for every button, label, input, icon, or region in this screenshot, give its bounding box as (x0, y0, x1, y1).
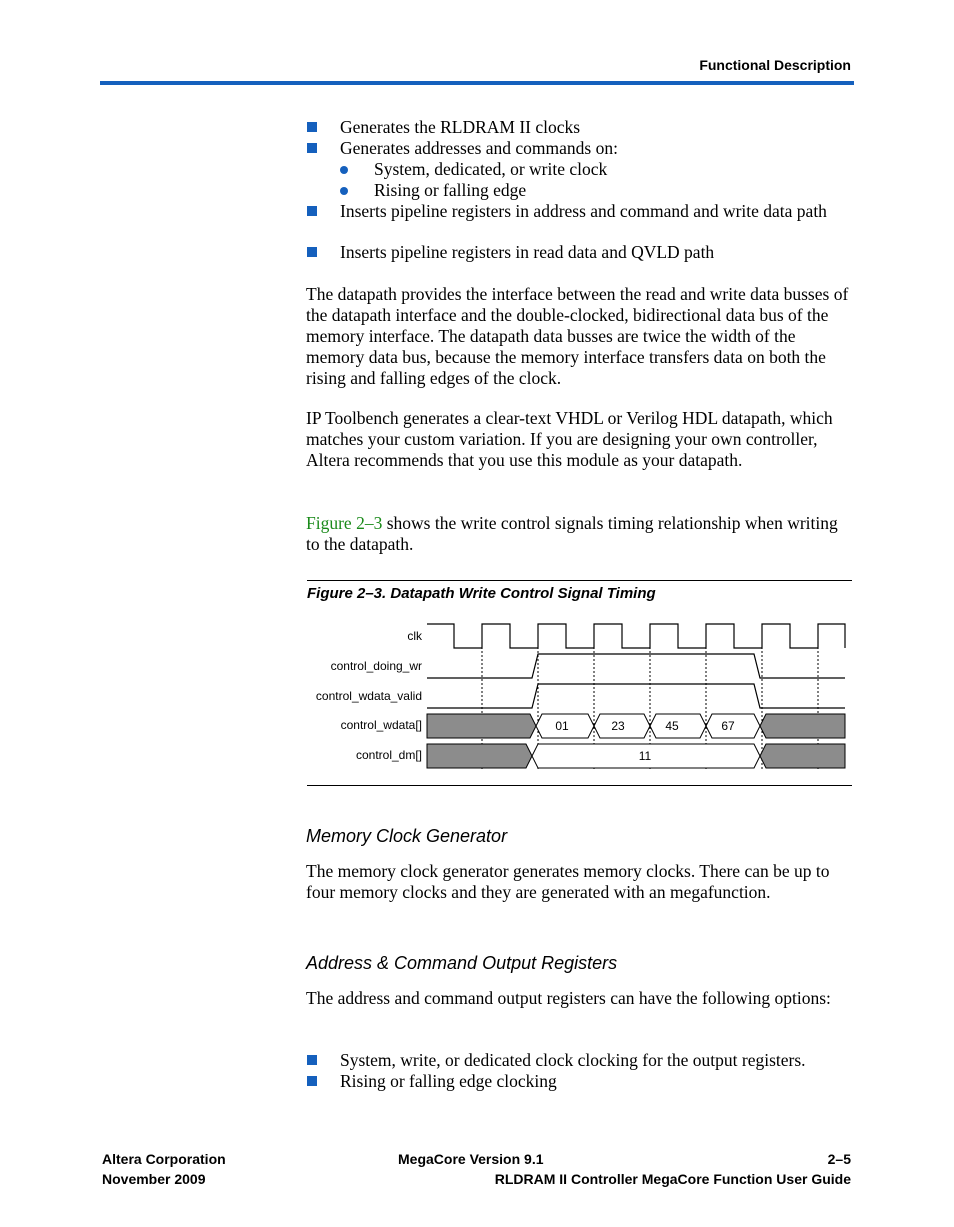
square-bullet-icon (307, 1076, 317, 1086)
round-bullet-icon (340, 187, 348, 195)
dm-value: 11 (638, 749, 652, 763)
square-bullet-icon (307, 247, 317, 257)
signal-label: control_doing_wr (330, 659, 422, 673)
signal-label: clk (407, 629, 422, 643)
square-bullet-icon (307, 143, 317, 153)
signal-label: control_wdata[] (340, 718, 422, 732)
square-bullet-icon (307, 1055, 317, 1065)
round-bullet-icon (340, 166, 348, 174)
footer-version: MegaCore Version 9.1 (398, 1151, 544, 1167)
footer-page-number: 2–5 (827, 1151, 851, 1167)
footer-right (495, 1149, 851, 1189)
wdata-value: 45 (665, 719, 679, 733)
toolbench-paragraph: IP Toolbench generates a clear-text VHDL or Verilog HDL datapath, which matches your custom variation. If you are designing your own controller, Altera recommends that you use this module as your datapath. (306, 408, 833, 470)
timing-diagram (300, 610, 860, 780)
figure-reference-paragraph (306, 513, 851, 555)
figure-top-rule (307, 580, 852, 581)
wdata-value: 23 (611, 719, 625, 733)
footer-company: Altera Corporation (102, 1151, 226, 1167)
wdata-valid-waveform (427, 684, 845, 708)
figure-bottom-rule (307, 785, 852, 786)
wdata-value: 01 (555, 719, 569, 733)
figure-caption: Figure 2–3. Datapath Write Control Signal Timing (307, 585, 656, 602)
section-paragraph: The memory clock generator generates memory clocks. There can be up to four memory clocks and they are generated with an megafunction. (306, 861, 830, 902)
section-paragraph: The address and command output registers can have the following options: (306, 988, 831, 1008)
dm-bus (427, 744, 845, 768)
footer-guide-title: RLDRAM II Controller MegaCore Function User Guide (494, 1171, 851, 1187)
figure-link[interactable]: Figure 2–3 (306, 513, 383, 533)
clk-waveform (427, 624, 845, 648)
square-bullet-icon (307, 206, 317, 216)
wdata-bus (427, 714, 845, 738)
running-header: Functional Description (699, 57, 851, 73)
figure-reference-text: shows the write control signals timing relationship when writing to the datapath. (306, 513, 838, 554)
square-bullet-icon (307, 122, 317, 132)
section-heading: Address & Command Output Registers (306, 953, 618, 973)
section-heading: Memory Clock Generator (306, 826, 508, 846)
footer-left (102, 1149, 226, 1189)
footer-date: November 2009 (102, 1171, 206, 1187)
signal-label: control_wdata_valid (315, 689, 422, 703)
datapath-paragraph: The datapath provides the interface between the read and write data busses of the datapath interface and the double-clocked, bidirectional data bus of the memory interface. The datapath data busses are twice the width of the memory data bus, because the memory interface transfers data on both the rising and falling edges of the clock. (306, 284, 849, 388)
header-rule (100, 81, 854, 85)
doing-wr-waveform (427, 654, 845, 678)
signal-label: control_dm[] (355, 748, 422, 762)
wdata-value: 67 (721, 719, 735, 733)
